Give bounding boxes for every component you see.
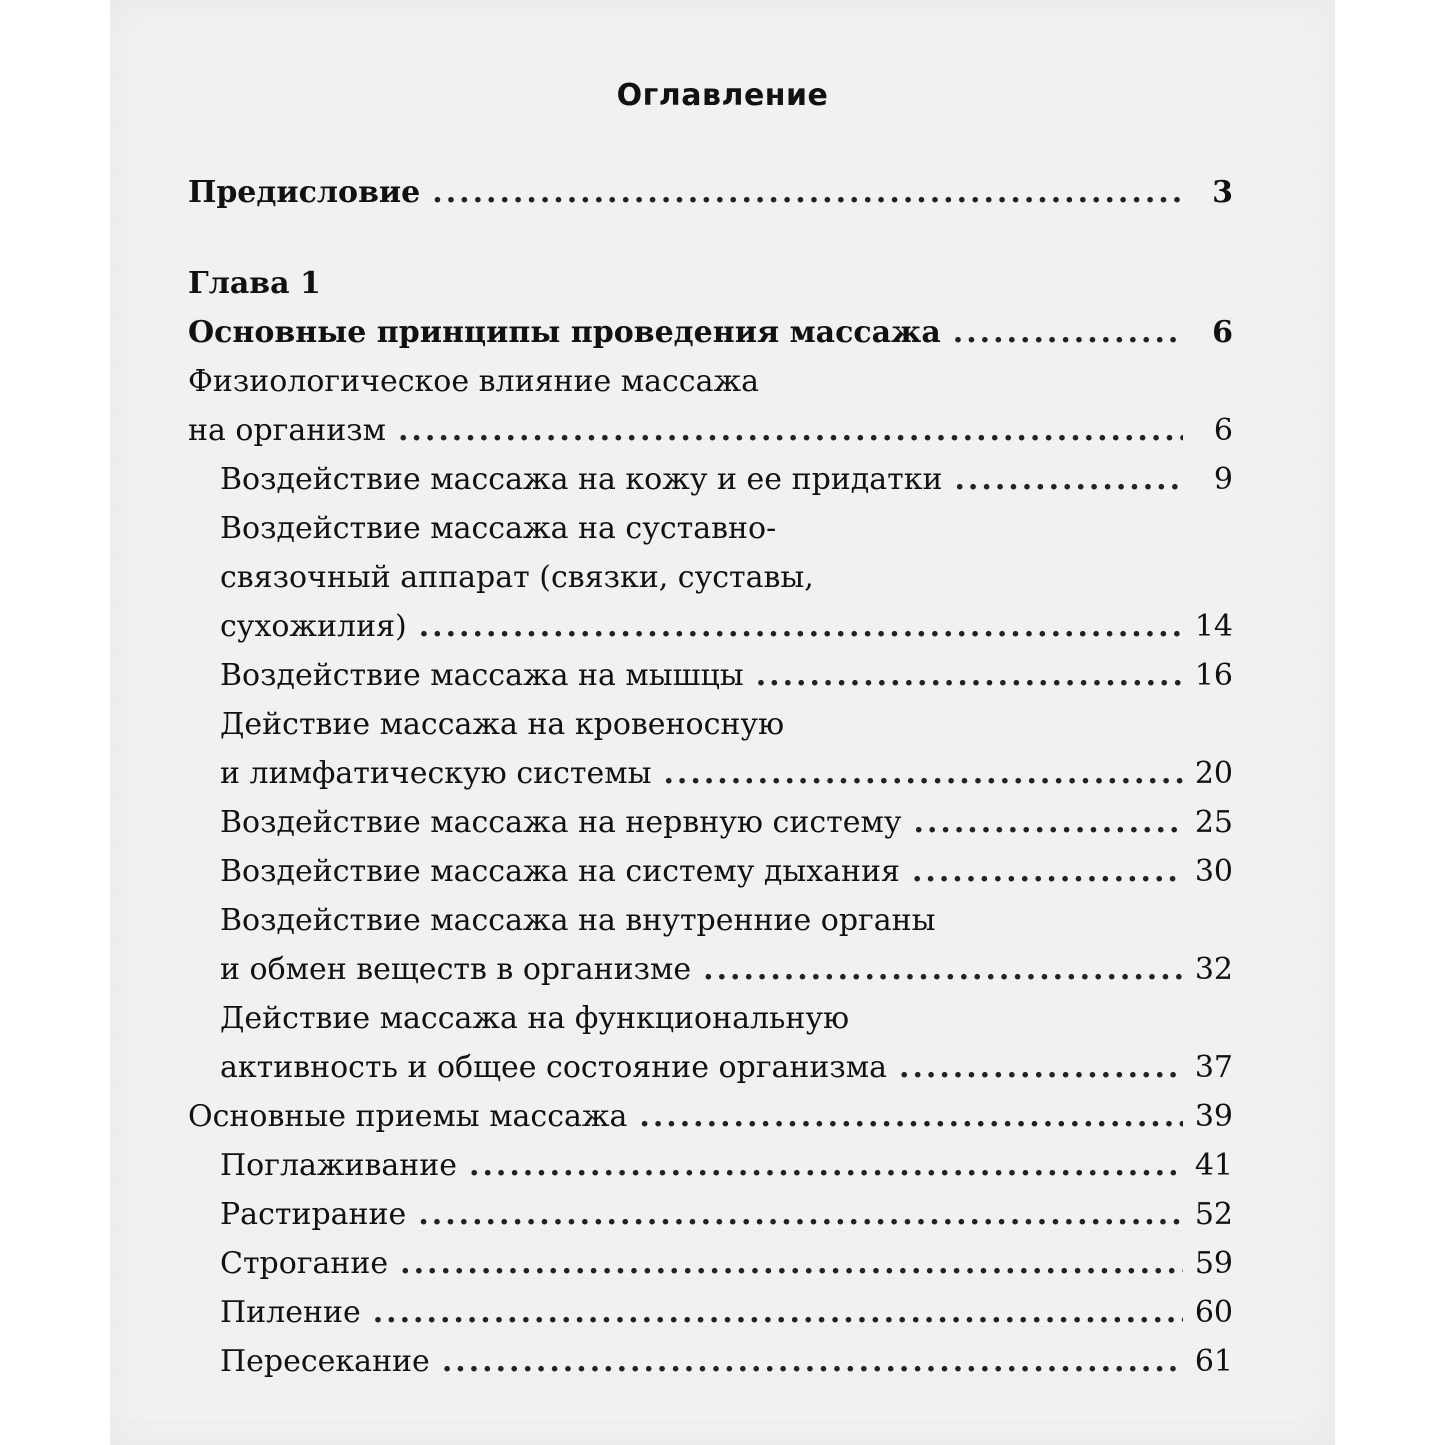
toc-entry-text: Воздействие массажа на кожу и ее придатки xyxy=(220,462,943,497)
toc-page-number: 41 xyxy=(1194,1148,1233,1183)
toc-page-number: 39 xyxy=(1194,1099,1233,1134)
toc-entry-text: Пересекание xyxy=(220,1344,430,1379)
toc-entry-text: на организм xyxy=(188,413,386,448)
toc-entry-breathing[interactable] xyxy=(188,847,1233,896)
toc-entry-text: Растирание xyxy=(220,1197,407,1232)
leader-dots xyxy=(756,651,1183,700)
leader-dots xyxy=(912,847,1183,896)
toc-entry-blood-line1[interactable]: Действие массажа на кровеносную xyxy=(220,707,785,742)
toc-entry-stroking[interactable] xyxy=(188,1141,1233,1190)
leader-dots xyxy=(442,1337,1183,1386)
toc-entry-joint-line1[interactable]: Воздействие массажа на суставно- xyxy=(220,511,777,546)
toc-page-number: 32 xyxy=(1194,952,1233,987)
leader-dots xyxy=(418,1190,1183,1239)
toc-entry-text: Основные принципы проведения массажа xyxy=(188,315,941,350)
page-title: Оглавление xyxy=(616,78,829,113)
leader-dots xyxy=(432,168,1183,217)
toc-entry-text: и лимфатическую системы xyxy=(220,756,652,791)
leader-dots xyxy=(398,406,1183,455)
toc-page-number: 6 xyxy=(1212,315,1233,350)
leader-dots xyxy=(663,749,1183,798)
toc-entry-organs-line1[interactable]: Воздействие массажа на внутренние органы xyxy=(220,903,936,938)
toc-entry-sawing[interactable] xyxy=(188,1288,1233,1337)
toc-page-number: 9 xyxy=(1213,462,1233,497)
leader-dots xyxy=(400,1239,1183,1288)
leader-dots xyxy=(639,1092,1183,1141)
table-of-contents xyxy=(188,168,1233,1386)
toc-page-number: 37 xyxy=(1194,1050,1233,1085)
chapter-label: Глава 1 xyxy=(188,266,321,301)
leader-dots xyxy=(954,455,1183,504)
toc-entry-text: Воздействие массажа на систему дыхания xyxy=(220,854,900,889)
toc-page-number: 25 xyxy=(1194,805,1233,840)
toc-entry-techniques[interactable] xyxy=(188,1092,1233,1141)
leader-dots xyxy=(953,308,1183,357)
toc-entry-nervous[interactable] xyxy=(188,798,1233,847)
toc-entry-text: Основные приемы массажа xyxy=(188,1099,628,1134)
toc-entry-text: Предисловие xyxy=(188,175,421,210)
toc-entry-text: и обмен веществ в организме xyxy=(220,952,692,987)
toc-page-number: 60 xyxy=(1194,1295,1233,1330)
leader-dots xyxy=(899,1043,1183,1092)
toc-entry-muscles[interactable] xyxy=(188,651,1233,700)
toc-page-number: 14 xyxy=(1194,609,1233,644)
toc-entry-crossing[interactable] xyxy=(188,1337,1233,1386)
leader-dots xyxy=(469,1141,1183,1190)
toc-entry-text: Строгание xyxy=(220,1246,389,1281)
toc-entry-joint-line2[interactable]: связочный аппарат (связки, суставы, xyxy=(220,560,814,595)
toc-entry-text: активность и общее состояние организма xyxy=(220,1050,888,1085)
toc-entry-func-line2[interactable] xyxy=(188,1043,1233,1092)
toc-entry-text: Поглаживание xyxy=(220,1148,457,1183)
toc-entry-physio-line1[interactable]: Физиологическое влияние массажа xyxy=(188,364,759,399)
toc-entry-func-line1[interactable]: Действие массажа на функциональную xyxy=(220,1001,850,1036)
toc-page-number: 61 xyxy=(1194,1344,1233,1379)
toc-page-number: 16 xyxy=(1194,658,1233,693)
toc-entry-skin[interactable] xyxy=(188,455,1233,504)
book-page xyxy=(110,0,1335,1445)
toc-entry-joint-line3[interactable] xyxy=(188,602,1233,651)
toc-entry-text: сухожилия) xyxy=(220,609,407,644)
toc-page-number: 59 xyxy=(1194,1246,1233,1281)
toc-entry-physio-line2[interactable] xyxy=(188,406,1233,455)
toc-page-number: 20 xyxy=(1194,756,1233,791)
toc-page-number: 3 xyxy=(1212,175,1233,210)
toc-entry-text: Воздействие массажа на нервную систему xyxy=(220,805,902,840)
toc-page-number: 6 xyxy=(1213,413,1233,448)
toc-page-number: 30 xyxy=(1194,854,1233,889)
leader-dots xyxy=(373,1288,1183,1337)
toc-entry-rubbing[interactable] xyxy=(188,1190,1233,1239)
toc-page-number: 52 xyxy=(1194,1197,1233,1232)
toc-entry-chapter-title[interactable] xyxy=(188,308,1233,357)
toc-entry-planing[interactable] xyxy=(188,1239,1233,1288)
leader-dots xyxy=(703,945,1183,994)
leader-dots xyxy=(419,602,1183,651)
leader-dots xyxy=(914,798,1184,847)
toc-entry-preface[interactable] xyxy=(188,168,1233,217)
toc-entry-text: Воздействие массажа на мышцы xyxy=(220,658,744,693)
toc-entry-text: Пиление xyxy=(220,1295,361,1330)
toc-entry-organs-line2[interactable] xyxy=(188,945,1233,994)
toc-entry-blood-line2[interactable] xyxy=(188,749,1233,798)
